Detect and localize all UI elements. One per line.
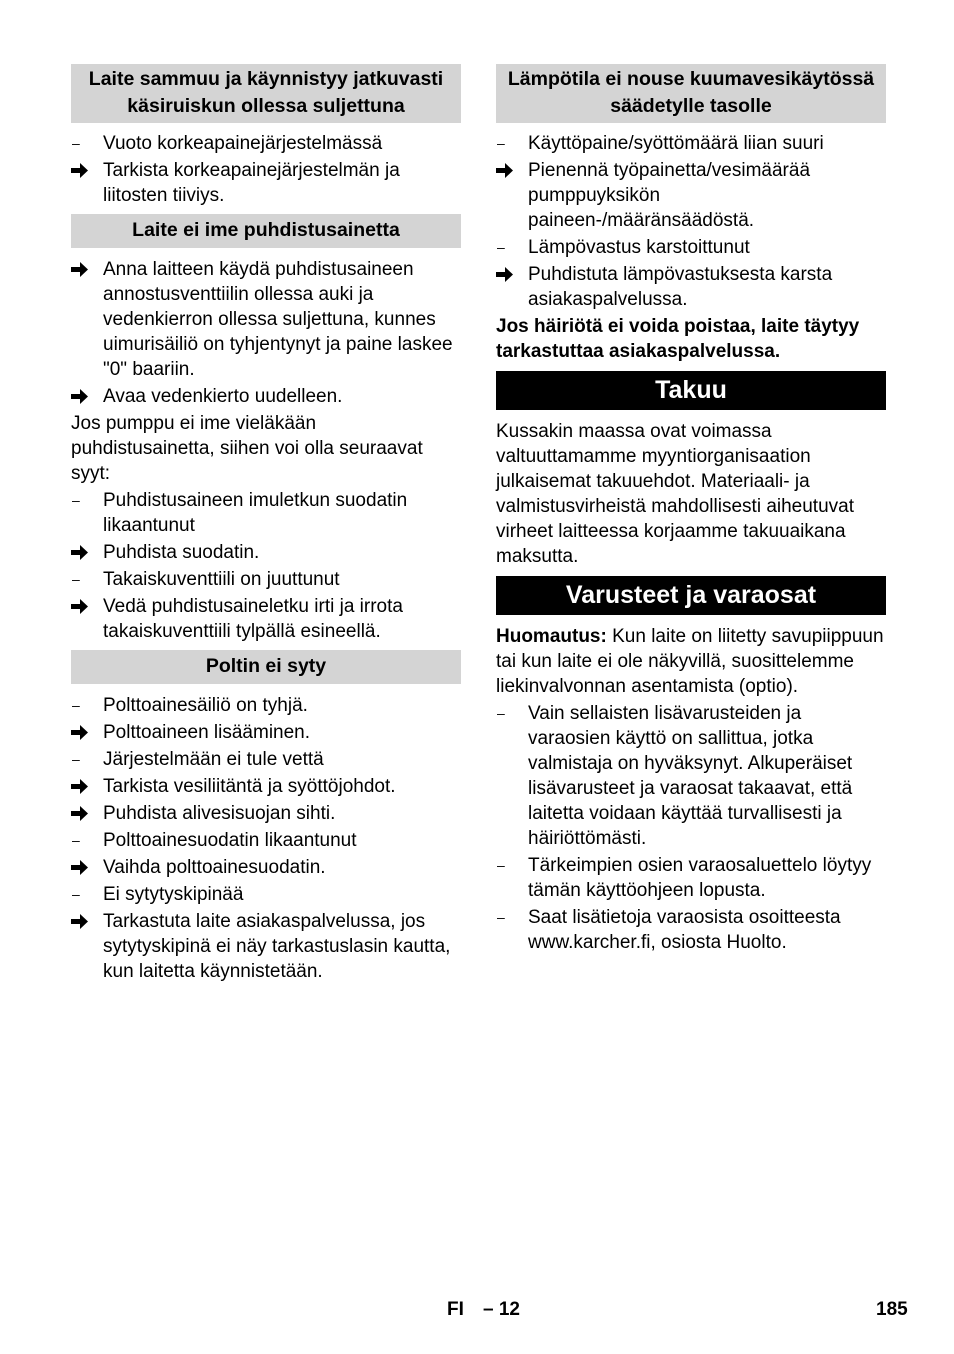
dash-icon: – <box>72 751 80 767</box>
footer-language: FI <box>447 1299 464 1320</box>
arrow-right-icon <box>71 257 95 277</box>
service-note: Jos häiriötä ei voida poistaa, laite täytyy tarkastuttaa asiakaspalvelussa. <box>496 316 860 362</box>
remedy-text: Avaa vedenkierto uudelleen. <box>103 386 343 407</box>
list-item-text: Saat lisätietoja varaosista osoitteesta www.karcher.fi, osiosta Huolto. <box>528 907 841 953</box>
section-heading-shutdown: Laite sammuu ja käynnistyy jatkuvasti käsiruiskun ollessa suljettuna <box>71 64 461 123</box>
remedy-item <box>71 774 461 799</box>
remedy-item <box>71 594 461 644</box>
cause-item <box>496 131 886 156</box>
remedy-item <box>71 801 461 826</box>
arrow-right-icon <box>496 262 520 282</box>
dash-icon: – <box>497 135 505 151</box>
remedy-item <box>71 855 461 880</box>
arrow-right-icon <box>71 801 95 821</box>
remedy-item <box>71 720 461 745</box>
list-item-text: Vain sellaisten lisävarusteiden ja varaosien käyttö on sallittua, jotka valmistaja on hyväksynyt. Alkuperäiset lisävarusteet ja varaosat takaavat, että laitetta voidaan käyttää turvallisesti ja häiriöttömästi. <box>528 703 853 849</box>
cause-item <box>71 488 461 538</box>
list-item <box>496 701 886 851</box>
footer-page-number: 185 <box>876 1299 908 1320</box>
cause-item <box>71 882 461 907</box>
remedy-text: Puhdistuta lämpövastuksesta karsta asiakaspalvelussa. <box>528 264 833 310</box>
cause-item <box>496 235 886 260</box>
section-heading-warranty: Takuu <box>496 371 886 410</box>
note-text: Kun laite on liitetty savupiippuun tai kun laite ei ole näkyvillä, suosittelemme liekinvalvonnan asentamista (optio). <box>496 626 884 697</box>
list-item <box>496 905 886 955</box>
remedy-item <box>71 158 461 208</box>
arrow-right-icon <box>71 158 95 178</box>
cause-text: Puhdistusaineen imuletkun suodatin likaantunut <box>103 490 408 536</box>
dash-icon: – <box>72 135 80 151</box>
cause-item <box>71 693 461 718</box>
note-label: Huomautus: <box>496 626 607 647</box>
cause-item <box>71 567 461 592</box>
section-heading-no-detergent: Laite ei ime puhdistusainetta <box>71 214 461 248</box>
dash-icon: – <box>72 492 80 508</box>
arrow-right-icon <box>71 594 95 614</box>
cause-text: Vuoto korkeapainejärjestelmässä <box>103 133 383 154</box>
arrow-right-icon <box>496 158 520 178</box>
dash-icon: – <box>72 571 80 587</box>
dash-icon: – <box>497 239 505 255</box>
arrow-right-icon <box>71 540 95 560</box>
dash-icon: – <box>497 705 505 721</box>
dash-icon: – <box>72 697 80 713</box>
cause-text: Käyttöpaine/syöttömäärä liian suuri <box>528 133 824 154</box>
remedy-text: Anna laitteen käydä puhdistusaineen annostusventtiilin ollessa auki ja vedenkierron ollessa suljettuna, kunnes uimurisäiliö on tyhjentynyt ja paine laskee "0" baariin. <box>103 259 453 380</box>
left-column <box>71 64 461 986</box>
remedy-text: Vaihda polttoainesuodatin. <box>103 857 326 878</box>
list-item-text: Tärkeimpien osien varaosaluettelo löytyy tämän käyttöohjeen lopusta. <box>528 855 872 901</box>
remedy-item <box>496 158 886 233</box>
remedy-text: Puhdista alivesisuojan sihti. <box>103 803 336 824</box>
remedy-item <box>496 262 886 312</box>
remedy-text: Tarkista vesiliitäntä ja syöttöjohdot. <box>103 776 396 797</box>
remedy-text: Polttoaineen lisääminen. <box>103 722 311 743</box>
remedy-text: Pienennä työpainetta/vesimäärää pumppuyksikön paineen-/määränsäädöstä. <box>528 160 811 231</box>
warranty-text: Kussakin maassa ovat voimassa valtuuttamamme myyntiorganisaation julkaisemat takuuehdot. Materiaali- ja valmistusvirheistä mahdollisesti aiheutuvat virheet laitteessa korjaamme takuuaikana maksutta. <box>496 421 854 567</box>
cause-text: Takaiskuventtiili on juuttunut <box>103 569 340 590</box>
section-heading-accessories: Varusteet ja varaosat <box>496 576 886 615</box>
remedy-text: Tarkastuta laite asiakaspalvelussa, jos sytytyskipinä ei näy tarkastuslasin kautta, kun laitetta käynnistetään. <box>103 911 451 982</box>
right-column <box>496 64 886 957</box>
remedy-text: Tarkista korkeapainejärjestelmän ja liitosten tiiviys. <box>103 160 400 206</box>
cause-item <box>71 131 461 156</box>
remedy-item <box>71 257 461 382</box>
accessories-note <box>496 624 886 699</box>
arrow-right-icon <box>71 909 95 929</box>
cause-text: Ei sytytyskipinää <box>103 884 244 905</box>
section-heading-temperature: Lämpötila ei nouse kuumavesikäytössä säädetylle tasolle <box>496 64 886 123</box>
arrow-right-icon <box>71 720 95 740</box>
arrow-right-icon <box>71 384 95 404</box>
list-item <box>496 853 886 903</box>
dash-icon: – <box>497 857 505 873</box>
remedy-item <box>71 909 461 984</box>
remedy-item <box>71 384 461 409</box>
section-heading-burner: Poltin ei syty <box>71 650 461 684</box>
remedy-item <box>71 540 461 565</box>
cause-item <box>71 828 461 853</box>
cause-item <box>71 747 461 772</box>
dash-icon: – <box>497 909 505 925</box>
footer-section-page: – 12 <box>483 1299 520 1320</box>
cause-text: Järjestelmään ei tule vettä <box>103 749 324 770</box>
body-paragraph: Jos pumppu ei ime vieläkään puhdistusainetta, siihen voi olla seuraavat syyt: <box>71 413 423 484</box>
remedy-text: Puhdista suodatin. <box>103 542 260 563</box>
remedy-text: Vedä puhdistusaineletku irti ja irrota takaiskuventtiili tylpällä esineellä. <box>103 596 403 642</box>
dash-icon: – <box>72 886 80 902</box>
cause-text: Lämpövastus karstoittunut <box>528 237 750 258</box>
arrow-right-icon <box>71 855 95 875</box>
arrow-right-icon <box>71 774 95 794</box>
cause-text: Polttoainesuodatin likaantunut <box>103 830 357 851</box>
cause-text: Polttoainesäiliö on tyhjä. <box>103 695 308 716</box>
dash-icon: – <box>72 832 80 848</box>
